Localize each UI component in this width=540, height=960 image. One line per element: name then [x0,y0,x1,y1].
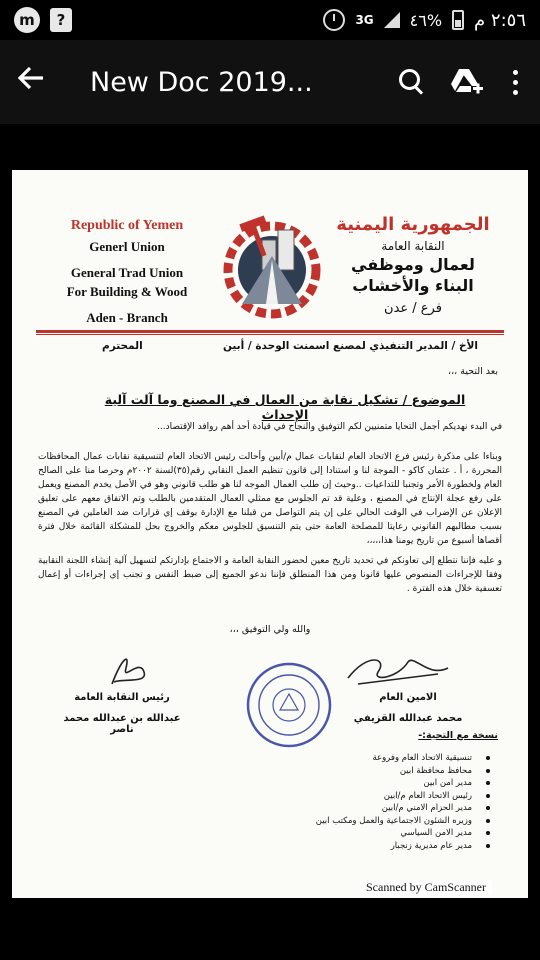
battery-icon [452,10,464,30]
cc-item: مدير الامن السياسي [316,827,490,840]
closing-line: والله ولي التوفيق ،،، [229,624,311,635]
subject-line: الموضوع / تشكيل نقابة من العمال في المصنع وما آلت آلية الإحداث [104,392,466,422]
honorific: المحترم [102,340,143,352]
status-bar [0,0,540,40]
drive-add-icon[interactable] [449,67,483,97]
letterhead-arabic [328,214,498,316]
app-notification-icon: m [14,7,40,33]
letterhead-line: فرع / عدن [384,301,442,316]
cc-item: محافظ محافظة ابين [316,765,490,778]
scanned-document-page [12,170,528,898]
signature-block-right [328,648,488,724]
letterhead-line: البناء والأخشاب [352,276,474,295]
addressee: الأخ / المدير التنفيذي لمصنع اسمنت الوحدة / أبين [222,340,478,352]
cc-item: مدير الحزام الامني م/ابين [316,802,490,815]
paragraph: و عليه فإننا نتطلع إلى تعاونكم في تحديد تاريخ معين لحضور النقابة العامة و الاجتماع بإدارتكم لتسهيل آلية إنشاء اللجنة النقابية وفقا للإجراءات المنصوص عليها قانونا ومن هذا المنطلق فإننا ندعو الجميع إلى ضبط النفس و تجنب إي إجراءات أو إعمال تعسفية خلال هذه الفترة . [38,556,502,594]
letterhead-line: Generl Union [89,239,165,254]
cc-heading: نسخة مع التحية:- [418,730,498,741]
signatory-role: الامين العام [379,692,437,703]
letterhead-line: النقابة العامة [381,239,445,253]
cc-item: وزيره الشئون الاجتماعية والعمل ومكتب ابين [316,815,490,828]
paragraph: وبناءا على مذكرة رئيس فرع الاتحاد العام لنقابات عمال م/أبين وأحالت رئيس الاتحاد العام لتنسيقية نقابات عمال المحافظات المحررة ، أ . عثمان كاكو - الموجة لنا و استنادا إلى قانون تنظيم العمل النقابي رقم(٣٥)لسنة ٢٠٠٢م وحرصا منا على الصالح العام ولخطورة الأمر وتجنبا للتداعيات ..وحيث إن طلب العمال الموجه لنا هو طلب قانوني وهو في الأصل يخدم المصنع ويعمل على رفع عجلة الإنتاج في المصنع ، وعلية قد تم الجلوس مع ممثلي العمال المتقدمين بالطلب وتم الاتفاق معهم على تعليق الإعلان عن الإضراب في الوقت الحالي على إن يتم التواصل من قبلنا مع الإدارة بوقف إي قرارات ضد العاملين في المصنع بسبب مطالبهم القانوني رعايتا للمصلحة العامة حتى يتم التنسيق للجلوس معكم والخروج بحل للمشكلة القائمة خلال فترة أقصاها أسبوع من تاريخ يومنا هذا،،،،، [38,452,503,546]
cc-item: مدير عام مديرية زنجبار [316,840,490,853]
signatory-role: رئيس النقابة العامة [74,692,170,703]
signatory-name: محمد عبدالله القزيفي [353,713,463,724]
signature-block-left [52,648,192,735]
letterhead-divider [36,334,504,335]
alarm-icon [323,9,345,31]
handwritten-signature [328,648,488,688]
greeting: بعد التحية ،،، [448,366,498,377]
letterhead-english [42,218,212,327]
back-arrow-icon[interactable] [16,63,60,101]
cc-item: مدير امن ابين [316,777,490,790]
letterhead-country-en: Republic of Yemen [70,218,184,233]
battery-percent: ٤٦% [409,10,443,30]
letterhead-divider [36,330,504,333]
signal-icon [384,12,400,28]
letterhead-line: لعمال وموظفي [351,255,475,274]
clock: ٢:٥٦ م [474,9,526,31]
union-logo [222,212,322,322]
more-vert-icon[interactable] [507,70,524,95]
search-icon[interactable] [399,69,425,95]
letterhead-line: Aden - Branch [86,310,168,325]
cc-item: تنسيقية الاتحاد العام وفروعة [316,752,490,765]
cc-list [316,752,490,852]
help-notification-icon: ? [50,8,72,32]
handwritten-signature [52,648,192,688]
signatory-name: عبدالله بن عبدالله محمد ناصر [63,713,181,735]
network-type: 3G [355,13,374,27]
official-stamp [244,660,334,750]
letterhead-line: For Building & Wood [66,284,188,299]
app-toolbar [0,40,540,124]
paragraph: في البدء نهديكم أجمل التحايا متمنيين لكم التوفيق والنجاح في قيادة أحد أهم روافد الإقتصاد... [156,422,502,432]
camscanner-watermark: Scanned by CamScanner [360,880,492,895]
letterhead-line: General Trad Union [70,265,184,280]
letterhead-country-ar: الجمهورية اليمنية [336,214,490,235]
cc-item: رئيس الاتحاد العام م/ابين [316,790,490,803]
document-title: New Doc 2019... [90,66,313,98]
